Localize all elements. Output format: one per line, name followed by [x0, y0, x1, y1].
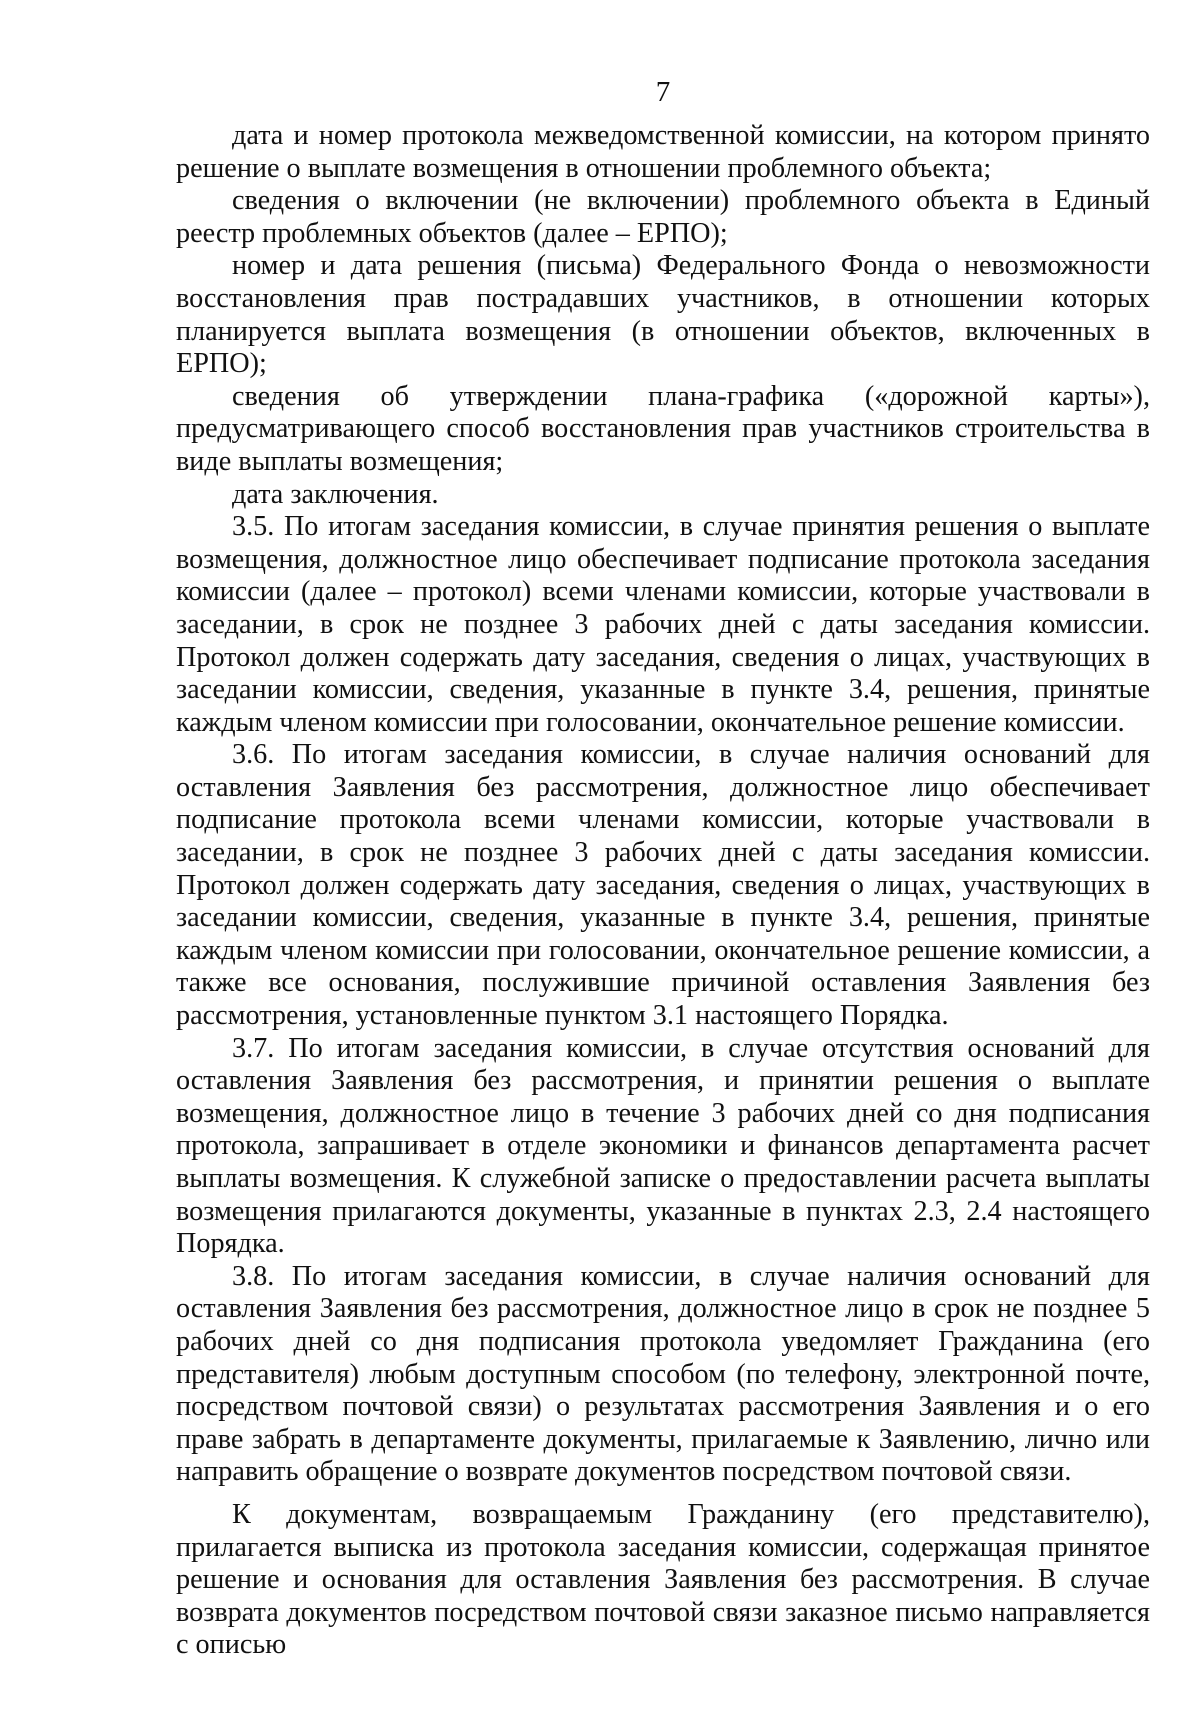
paragraph-3-6: 3.6. По итогам заседания комиссии, в случае наличия оснований для оставления Заявления без рассмотрения, должностное лицо обеспечивает подписание протокола всеми членами комиссии, которые участвовали в заседании, в срок не позднее 3 рабочих дней с даты заседания комиссии. Протокол должен содержать дату заседания, сведения о лицах, участвующих в заседании комиссии, сведения, указанные в пункте 3.4, решения, принятые каждым членом комиссии при голосовании, окончательное решение комиссии, а также все основания, послужившие причиной оставления Заявления без рассмотрения, установленные пунктом 3.1 настоящего Порядка.: [176, 739, 1150, 1032]
paragraph-federal-fund-decision: номер и дата решения (письма) Федерального Фонда о невозможности восстановления прав пострадавших участников, в отношении которых планируется выплата возмещения (в отношении объектов, включенных в ЕРПО);: [176, 250, 1150, 380]
document-page: [176, 0, 1150, 1716]
paragraph-roadmap-approval: сведения об утверждении плана-графика («дорожной карты»), предусматривающего способ восстановления прав участников строительства в виде выплаты возмещения;: [176, 380, 1150, 477]
document-body: [176, 120, 1150, 1662]
paragraph-protocol-date: дата и номер протокола межведомственной комиссии, на котором принято решение о выплате возмещения в отношении проблемного объекта;: [176, 120, 1150, 184]
paragraph-erpo-inclusion: сведения о включении (не включении) проблемного объекта в Единый реестр проблемных объектов (далее – ЕРПО);: [176, 185, 1150, 249]
paragraph-3-8: 3.8. По итогам заседания комиссии, в случае наличия оснований для оставления Заявления без рассмотрения, должностное лицо в срок не позднее 5 рабочих дней со дня подписания протокола уведомляет Гражданина (его представителя) любым доступным способом (по телефону, электронной почте, посредством почтовой связи) о результатах рассмотрения Заявления и о его праве забрать в департаменте документы, прилагаемые к Заявлению, лично или направить обращение о возврате документов посредством почтовой связи.: [176, 1260, 1150, 1488]
paragraph-3-5: 3.5. По итогам заседания комиссии, в случае принятия решения о выплате возмещения, должностное лицо обеспечивает подписание протокола заседания комиссии (далее – протокол) всеми членами комиссии, которые участвовали в заседании, в срок не позднее 3 рабочих дней с даты заседания комиссии. Протокол должен содержать дату заседания, сведения о лицах, участвующих в заседании комиссии, сведения, указанные в пункте 3.4, решения, принятые каждым членом комиссии при голосовании, окончательное решение комиссии.: [176, 511, 1150, 738]
paragraph-returned-documents: К документам, возвращаемым Гражданину (его представителю), прилагается выписка из протокола заседания комиссии, содержащая принятое решение и основания для оставления Заявления без рассмотрения. В случае возврата документов посредством почтовой связи заказное письмо направляется с описью: [176, 1498, 1150, 1661]
page-number: 7: [655, 76, 671, 108]
paragraph-conclusion-date: дата заключения.: [232, 478, 439, 510]
paragraph-3-7: 3.7. По итогам заседания комиссии, в случае отсутствия оснований для оставления Заявления без рассмотрения, и принятии решения о выплате возмещения, должностное лицо в течение 3 рабочих дней со дня подписания протокола, запрашивает в отделе экономики и финансов департамента расчет выплаты возмещения. К служебной записке о предоставлении расчета выплаты возмещения прилагаются документы, указанные в пунктах 2.3, 2.4 настоящего Порядка.: [176, 1032, 1150, 1260]
